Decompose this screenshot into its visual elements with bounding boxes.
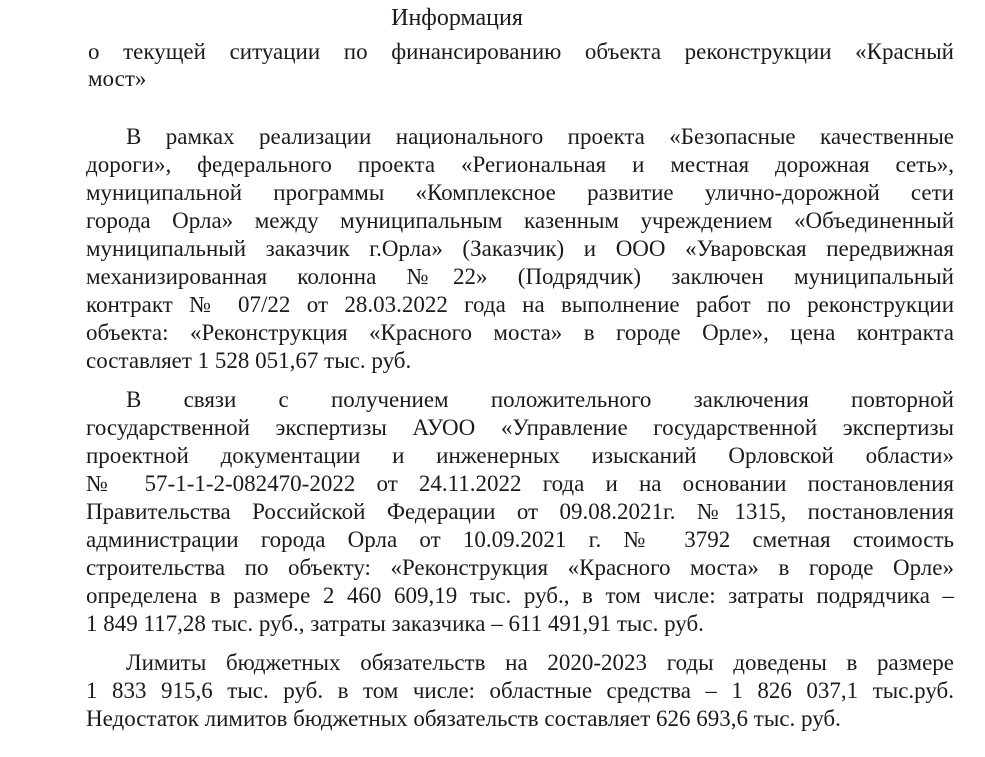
document-subtitle-line: мост»	[88, 66, 147, 91]
paragraph-2-line: строительства по объекту: «Реконструкция «Красного моста» в городе Орле»	[86, 555, 954, 580]
document-title: Информация	[391, 5, 523, 31]
document-subtitle-line: о текущей ситуации по финансированию объекта реконструкции «Красный	[88, 39, 954, 64]
paragraph-1-line: города Орла» между муниципальным казенным учреждением «Объединенный	[86, 208, 954, 233]
paragraph-2-line: проектной документации и инженерных изысканий Орловской области»	[86, 443, 954, 468]
paragraph-2-line: Правительства Российской Федерации от 09.08.2021г. №1315, постановления	[86, 499, 954, 524]
paragraph-1-line: механизированная колонна №22» (Подрядчик) заключен муниципальный	[86, 264, 954, 289]
paragraph-1-line: муниципальный заказчик г.Орла» (Заказчик) и ООО «Уваровская передвижная	[86, 236, 954, 261]
paragraph-2-line: В связи с получением положительного заключения повторной	[126, 387, 954, 412]
paragraph-3-line: Недостаток лимитов бюджетных обязательств составляет 626 693,6 тыс. руб.	[86, 706, 841, 731]
paragraph-2-line: администрации города Орла от 10.09.2021 г. № 3792 сметная стоимость	[86, 527, 954, 552]
paragraph-2-line: № 57-1-1-2-082470-2022 от 24.11.2022 года и на основании постановления	[86, 471, 954, 496]
paragraph-2-line: 1 849 117,28 тыс. руб., затраты заказчика – 611 491,91 тыс. руб.	[86, 611, 704, 636]
paragraph-1-line: дороги», федерального проекта «Региональная и местная дорожная сеть»,	[86, 152, 954, 177]
paragraph-1-line: объекта: «Реконструкция «Красного моста» в городе Орле», цена контракта	[86, 320, 954, 345]
paragraph-1-line: контракт № 07/22 от 28.03.2022 года на выполнение работ по реконструкции	[86, 292, 954, 317]
paragraph-1-line: муниципальной программы «Комплексное развитие улично-дорожной сети	[86, 180, 954, 205]
paragraph-1-line: составляет 1 528 051,67 тыс. руб.	[86, 348, 412, 373]
paragraph-2-line: государственной экспертизы АУОО «Управление государственной экспертизы	[86, 415, 954, 440]
paragraph-2-line: определена в размере 2 460 609,19 тыс. руб., в том числе: затраты подрядчика –	[86, 583, 954, 608]
paragraph-3-line: 1 833 915,6 тыс. руб. в том числе: областные средства – 1 826 037,1 тыс.руб.	[86, 678, 954, 703]
paragraph-1-line: В рамках реализации национального проекта «Безопасные качественные	[126, 124, 954, 149]
paragraph-3-line: Лимиты бюджетных обязательств на 2020-2023 годы доведены в размере	[126, 650, 954, 675]
